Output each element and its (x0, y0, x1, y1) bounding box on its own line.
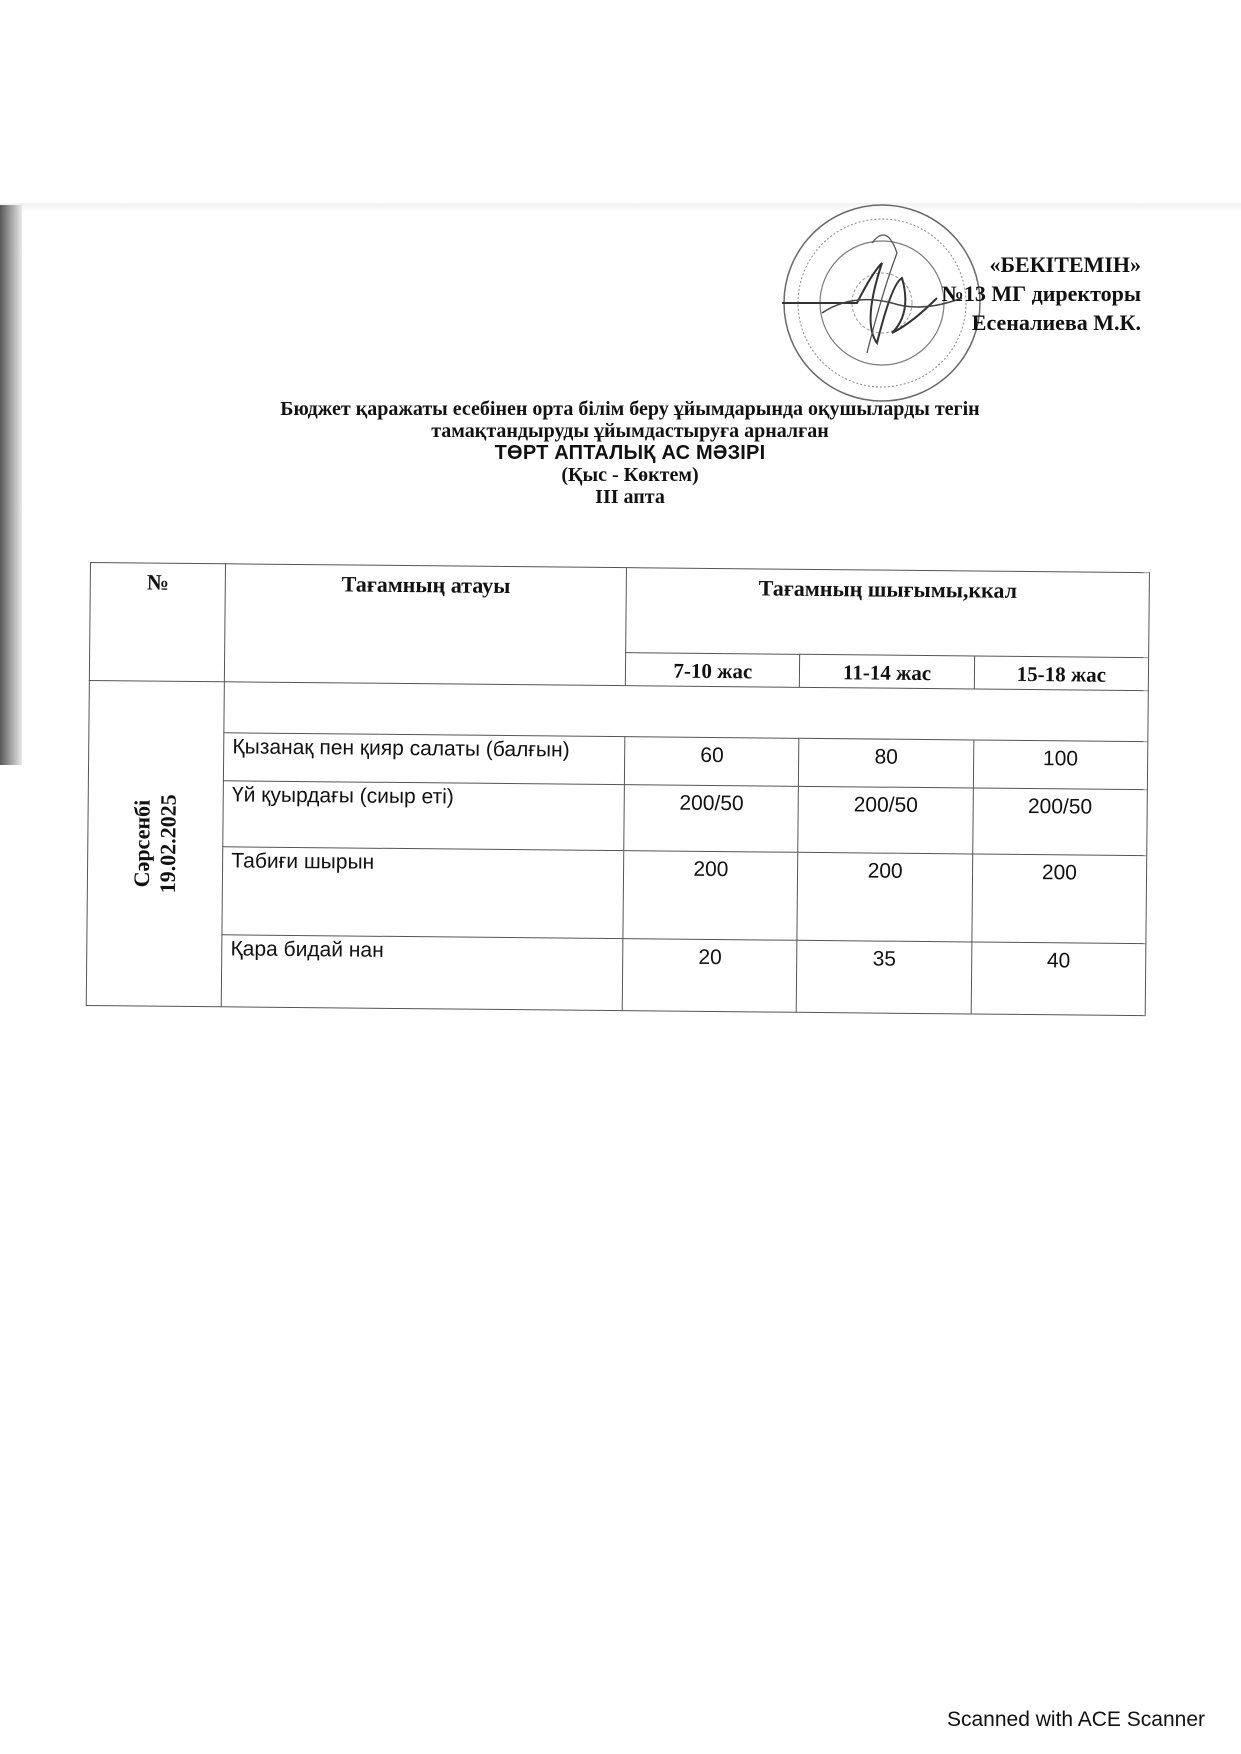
value-15-18: 100 (973, 740, 1148, 790)
value-11-14: 35 (797, 940, 972, 1014)
week-label: ІІІ апта (595, 486, 665, 508)
value-15-18: 200/50 (972, 788, 1147, 856)
header-row (90, 563, 1150, 658)
heading-line-1: Бюджет қаражаты есебінен орта білім беру ұйымдарында оқушыларды тегін (280, 398, 980, 420)
day-weekday: Сәрсенбі (128, 799, 155, 888)
dish-name: Қара бидай нан (221, 935, 623, 1011)
value-7-10: 200/50 (624, 785, 799, 853)
header-age-7-10: 7-10 жас (626, 653, 801, 688)
value-15-18: 200 (972, 854, 1147, 944)
value-7-10: 20 (622, 939, 797, 1013)
approval-name: Есеналиева М.К. (971, 310, 1141, 335)
day-cell (86, 680, 224, 1006)
header-age-15-18: 15-18 жас (974, 656, 1149, 691)
document-heading (190, 398, 1070, 508)
scan-edge-top (0, 203, 1241, 213)
dish-name: Үй қуырдағы (сиыр еті) (223, 781, 625, 851)
approval-title: «БЕКІТЕМІН» (989, 252, 1141, 277)
value-11-14: 200 (797, 852, 972, 942)
value-7-10: 200 (623, 851, 798, 941)
approval-block (942, 250, 1141, 337)
menu-table (86, 562, 1150, 1016)
heading-line-2: тамақтандыруды ұйымдастыруға арналған (431, 420, 829, 442)
header-dish-name: Тағамның атауы (225, 564, 627, 686)
menu-title: ТӨРТ АПТАЛЫҚ АС МӘЗІРІ (494, 442, 766, 464)
value-7-10: 60 (625, 737, 800, 787)
season-label: (Қыс - Көктем) (561, 464, 699, 486)
day-label (129, 794, 182, 893)
value-11-14: 200/50 (798, 786, 973, 854)
scanner-watermark: Scanned with ACE Scanner (947, 1708, 1205, 1731)
scan-edge-shadow (0, 205, 22, 765)
header-age-11-14: 11-14 жас (800, 654, 975, 689)
empty-cell (224, 682, 1148, 742)
value-11-14: 80 (799, 738, 974, 788)
header-number: № (89, 563, 225, 682)
table-row (86, 933, 1146, 1015)
approval-position: №13 МГ директоры (941, 281, 1141, 306)
day-date: 19.02.2025 (154, 794, 181, 894)
dish-name: Қызанақ пен қияр салаты (балғын) (224, 733, 625, 785)
dish-name: Табиғи шырын (222, 847, 624, 939)
header-yield: Тағамның шығымы,ккал (626, 568, 1150, 658)
table-row (88, 779, 1148, 855)
table-row (87, 845, 1147, 943)
value-15-18: 40 (971, 942, 1146, 1016)
